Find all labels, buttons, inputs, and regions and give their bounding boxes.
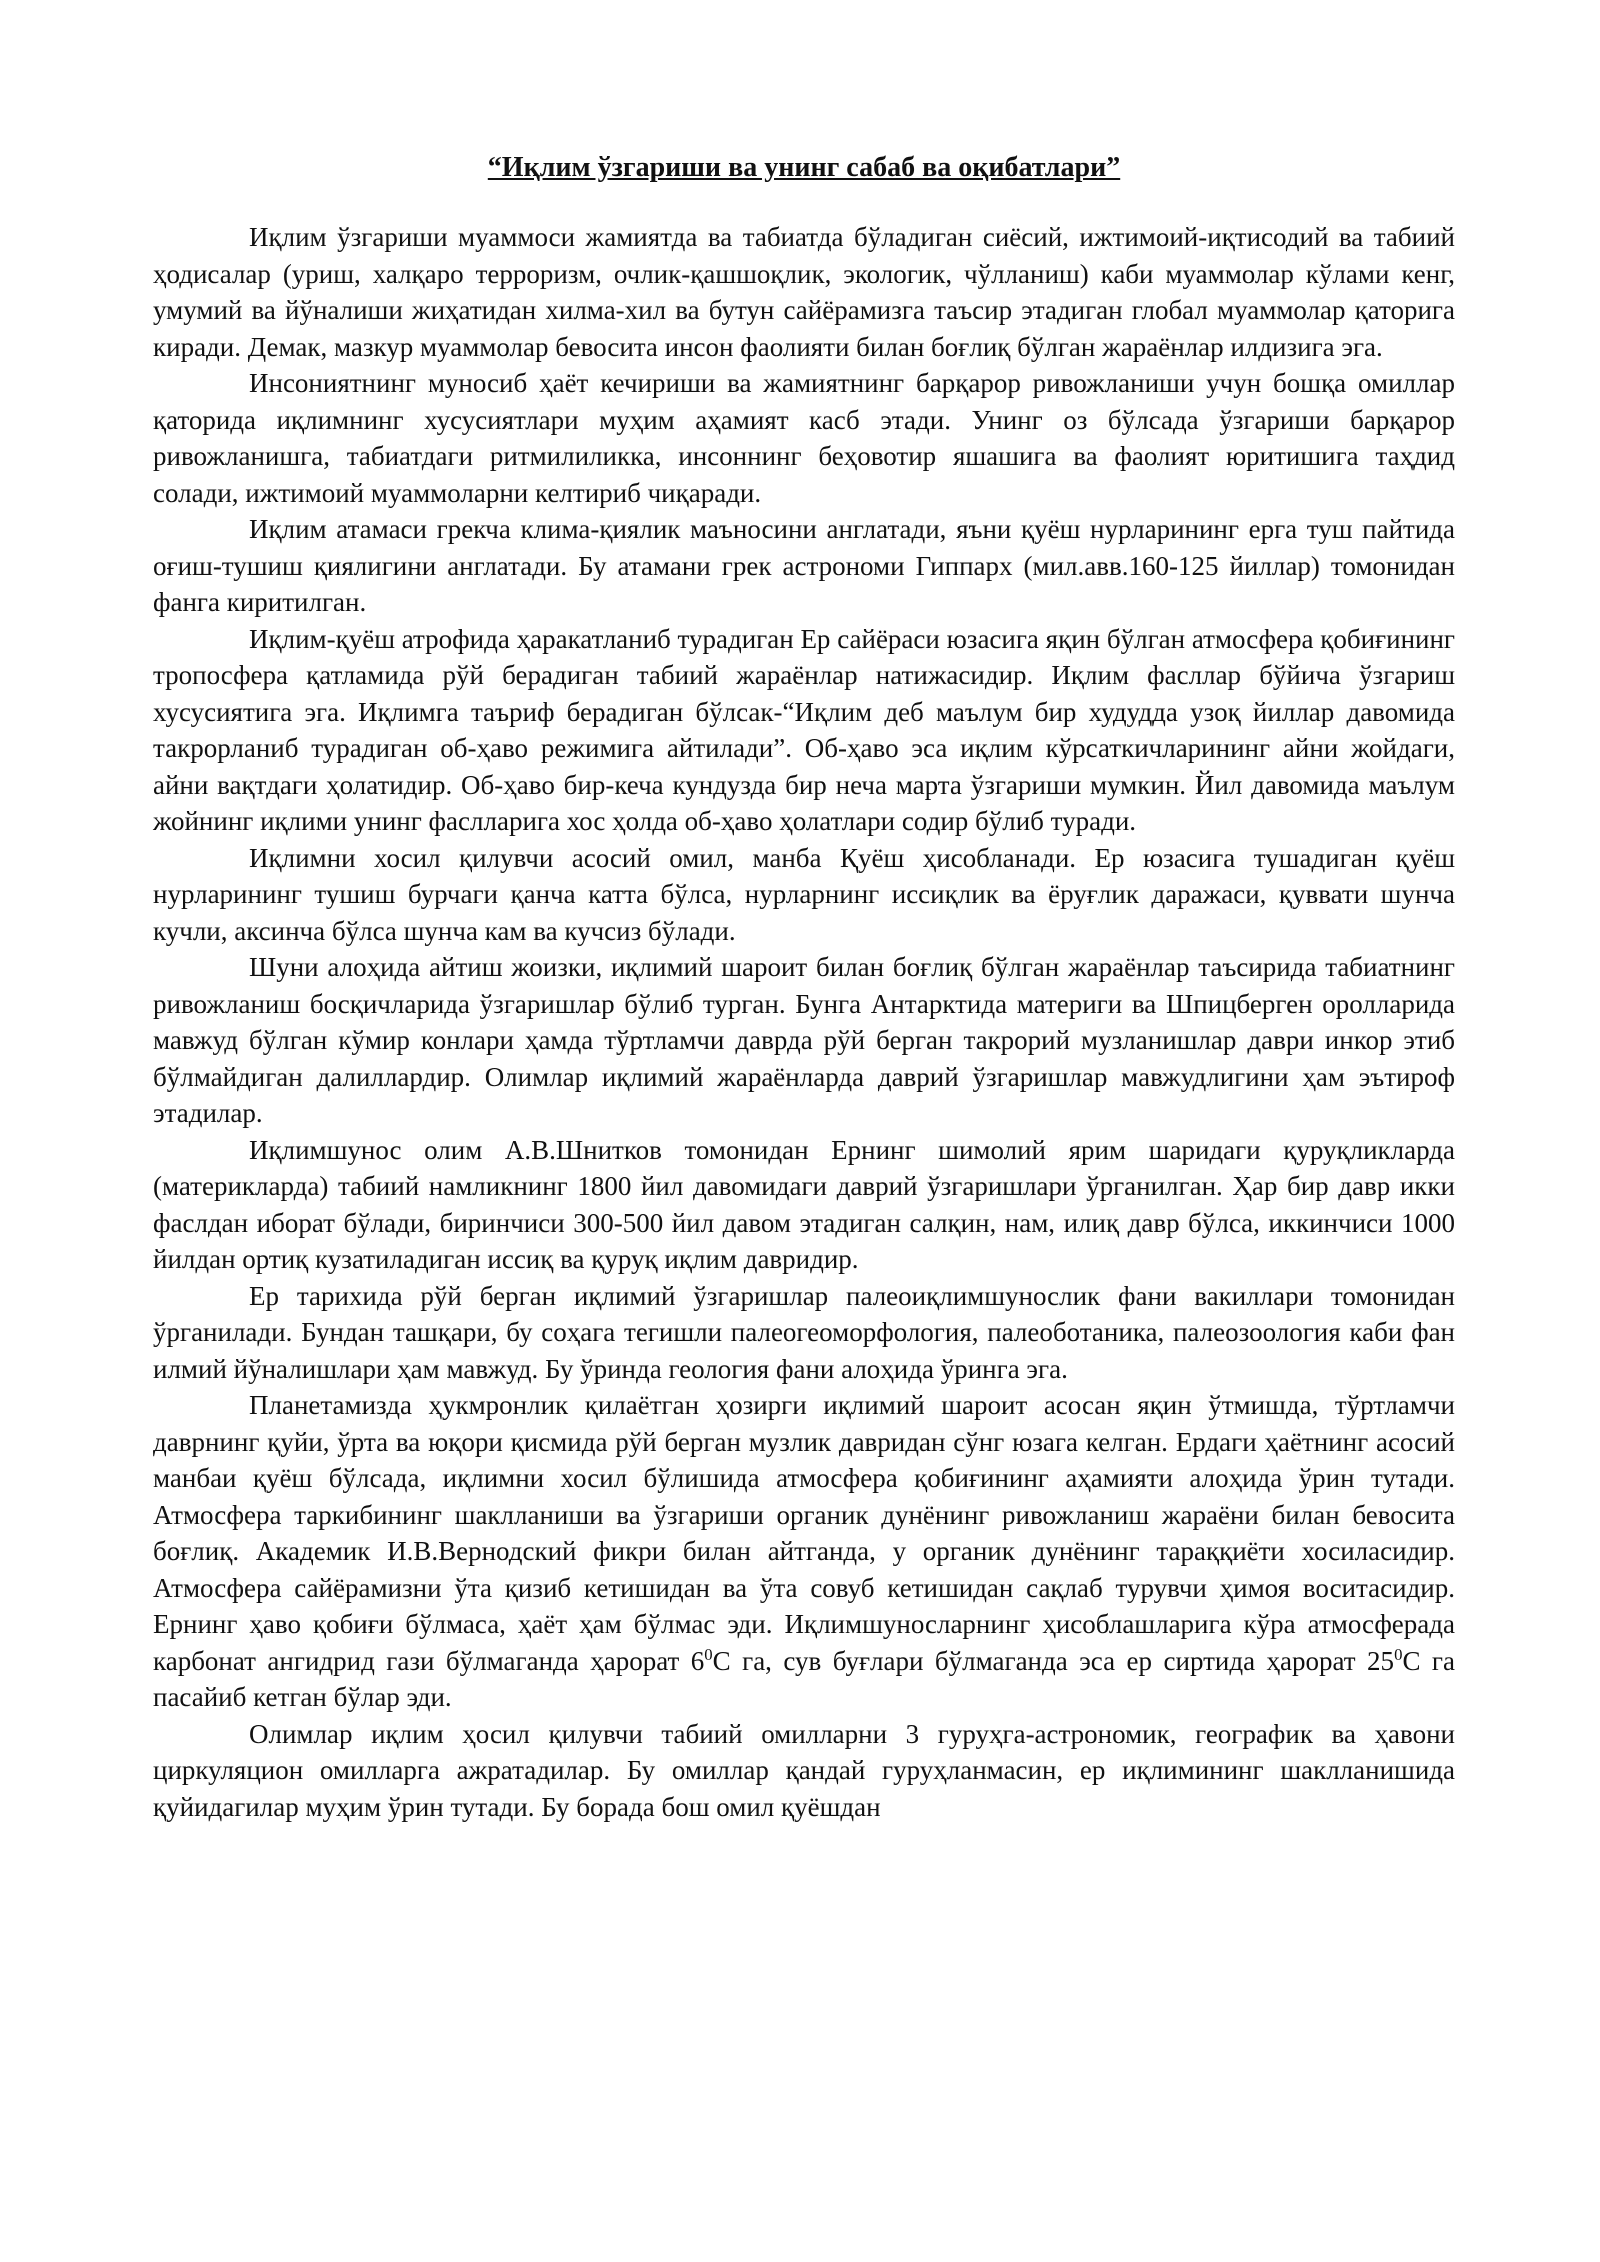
paragraph-7: Иқлимшунос олим А.В.Шнитков томонидан Ернинг шимолий ярим шаридаги қуруқликларда (материкларда) табиий намликнинг 1800 йил давомидаги даврий ўзгаришлари ўрганилган. Ҳар бир давр икки фаслдан иборат бўлади, биринчиси 300-500 йил давом этадиган салқин, нам, илиқ давр бўлса, иккинчиси 1000 йилдан ортиқ кузатиладиган иссиқ ва қуруқ иқлим давридир. xyxy=(153,1134,1455,1274)
degree-superscript-1: 0 xyxy=(704,1644,713,1664)
paragraph-9-part-1: Планетамизда ҳукмронлик қилаётган ҳозирги иқлимий шароит асосан яқин ўтмишда, тўртламчи даврнинг қуйи, ўрта ва юқори қисмида рўй берган музлик давридан сўнг юзага келган. Ердаги ҳаётнинг асосий манбаи қуёш бўлсада, иқлимни хосил бўлишида атмосфера қобиғининг аҳамияти алоҳида ўрин тутади. Атмосфера таркибининг шаклланиши ва ўзгариши органик дунёнинг ривожланиш жараёни билан бевосита боғлиқ. Академик И.В.Вернодский фикри билан айтганда, у органик дунёнинг тараққиёти хосиласидир. Атмосфера сайёрамизни ўта қизиб кетишидан ва ўта совуб кетишидан сақлаб турувчи ҳимоя воситасидир. Ернинг ҳаво қобиғи бўлмаса, ҳаёт ҳам бўлмас эди. Иқлимшуносларнинг ҳисоблашларига кўра атмосферада карбонат ангидрид гази бўлмаганда ҳарорат 6 xyxy=(153,1390,1455,1676)
document-page xyxy=(153,150,1455,1825)
paragraph-4: Иқлим-қуёш атрофида ҳаракатланиб турадиган Ер сайёраси юзасига яқин бўлган атмосфера қобиғининг тропосфера қатламида рўй берадиган табиий жараёнлар натижасидир. Иқлим фасллар бўйича ўзгариш хусусиятига эга. Иқлимга таъриф берадиган бўлсак-“Иқлим деб маълум бир худудда узоқ йиллар давомида такрорланиб турадиган об-ҳаво режимига айтилади”. Об-ҳаво эса иқлим кўрсаткичларининг айни жойдаги, айни вақтдаги ҳолатидир. Об-ҳаво бир-кеча кундузда бир неча марта ўзгариши мумкин. Йил давомида маълум жойнинг иқлими унинг фаслларига хос ҳолда об-ҳаво ҳолатлари содир бўлиб туради. xyxy=(153,623,1455,836)
paragraph-1: Иқлим ўзгариши муаммоси жамиятда ва табиатда бўладиган сиёсий, ижтимоий-иқтисодий ва табиий ҳодисалар (уриш, халқаро терроризм, очлик-қашшоқлик, экологик, чўлланиш) каби муаммолар кўлами кенг, умумий ва йўналиши жиҳатидан хилма-хил ва бутун сайёрамизга таъсир этадиган глобал муаммолар қаторига киради. Демак, мазкур муаммолар бевосита инсон фаолияти билан боғлиқ бўлган жараёнлар илдизига эга. xyxy=(153,222,1455,362)
paragraph-6: Шуни алоҳида айтиш жоизки, иқлимий шароит билан боғлиқ бўлган жараёнлар таъсирида табиатнинг ривожланиш босқичларида ўзгаришлар бўлиб турган. Бунга Антарктида материги ва Шпицберген оролларида мавжуд бўлган кўмир конлари ҳамда тўртламчи даврда рўй берган такрорий музланишлар даври инкор этиб бўлмайдиган далиллардир. Олимлар иқлимий жараёнларда даврий ўзгаришлар мавжудлигини ҳам эътироф этадилар. xyxy=(153,952,1455,1128)
paragraph-5: Иқлимни хосил қилувчи асосий омил, манба Қуёш ҳисобланади. Ер юзасига тушадиган қуёш нурларининг тушиш бурчаги қанча катта бўлса, нурларнинг иссиқлик ва ёруғлик даражаси, қуввати шунча кучли, аксинча бўлса шунча кам ва кучсиз бўлади. xyxy=(153,842,1455,946)
document-title: “Иқлим ўзгариши ва унинг сабаб ва оқибатлари” xyxy=(487,152,1121,183)
paragraph-9-part-3: С га пасайиб кетган бўлар эди. xyxy=(153,1645,1455,1712)
paragraph-8: Ер тарихида рўй берган иқлимий ўзгаришлар палеоиқлимшунослик фани вакиллари томонидан ўрганилади. Бундан ташқари, бу соҳага тегишли палеогеоморфология, палеоботаника, палеозоология каби фан илмий йўналишлари ҳам мавжуд. Бу ўринда геология фани алоҳида ўринга эга. xyxy=(153,1280,1455,1384)
paragraph-9 xyxy=(153,1387,1455,1716)
degree-superscript-2: 0 xyxy=(1394,1644,1403,1664)
paragraph-9-part-2: С га, сув буғлари бўлмаганда эса ер сиртида ҳарорат 25 xyxy=(712,1645,1395,1676)
paragraph-10: Олимлар иқлим ҳосил қилувчи табиий омилларни 3 гуруҳга-астрономик, географик ва ҳавони циркуляцион омилларга ажратадилар. Бу омиллар қандай гуруҳланмасин, ер иқлимининг шаклланишида қуйидагилар муҳим ўрин тутади. Бу борада бош омил қуёшдан xyxy=(153,1718,1455,1822)
paragraph-3: Иқлим атамаси грекча клима-қиялик маъносини англатади, яъни қуёш нурларининг ерга туш пайтида оғиш-тушиш қиялигини англатади. Бу атамани грек астрономи Гиппарх (мил.авв.160-125 йиллар) томонидан фанга киритилган. xyxy=(153,514,1455,617)
paragraph-2: Инсониятнинг муносиб ҳаёт кечириши ва жамиятнинг барқарор ривожланиши учун бошқа омиллар қаторида иқлимнинг хусусиятлари муҳим аҳамият касб этади. Унинг оз бўлсада ўзгариши барқарор ривожланишга, табиатдаги ритмилиликка, инсоннинг беҳовотир яшашига ва фаолият юритишига таҳдид солади, ижтимоий муаммоларни келтириб чиқаради. xyxy=(153,368,1455,508)
